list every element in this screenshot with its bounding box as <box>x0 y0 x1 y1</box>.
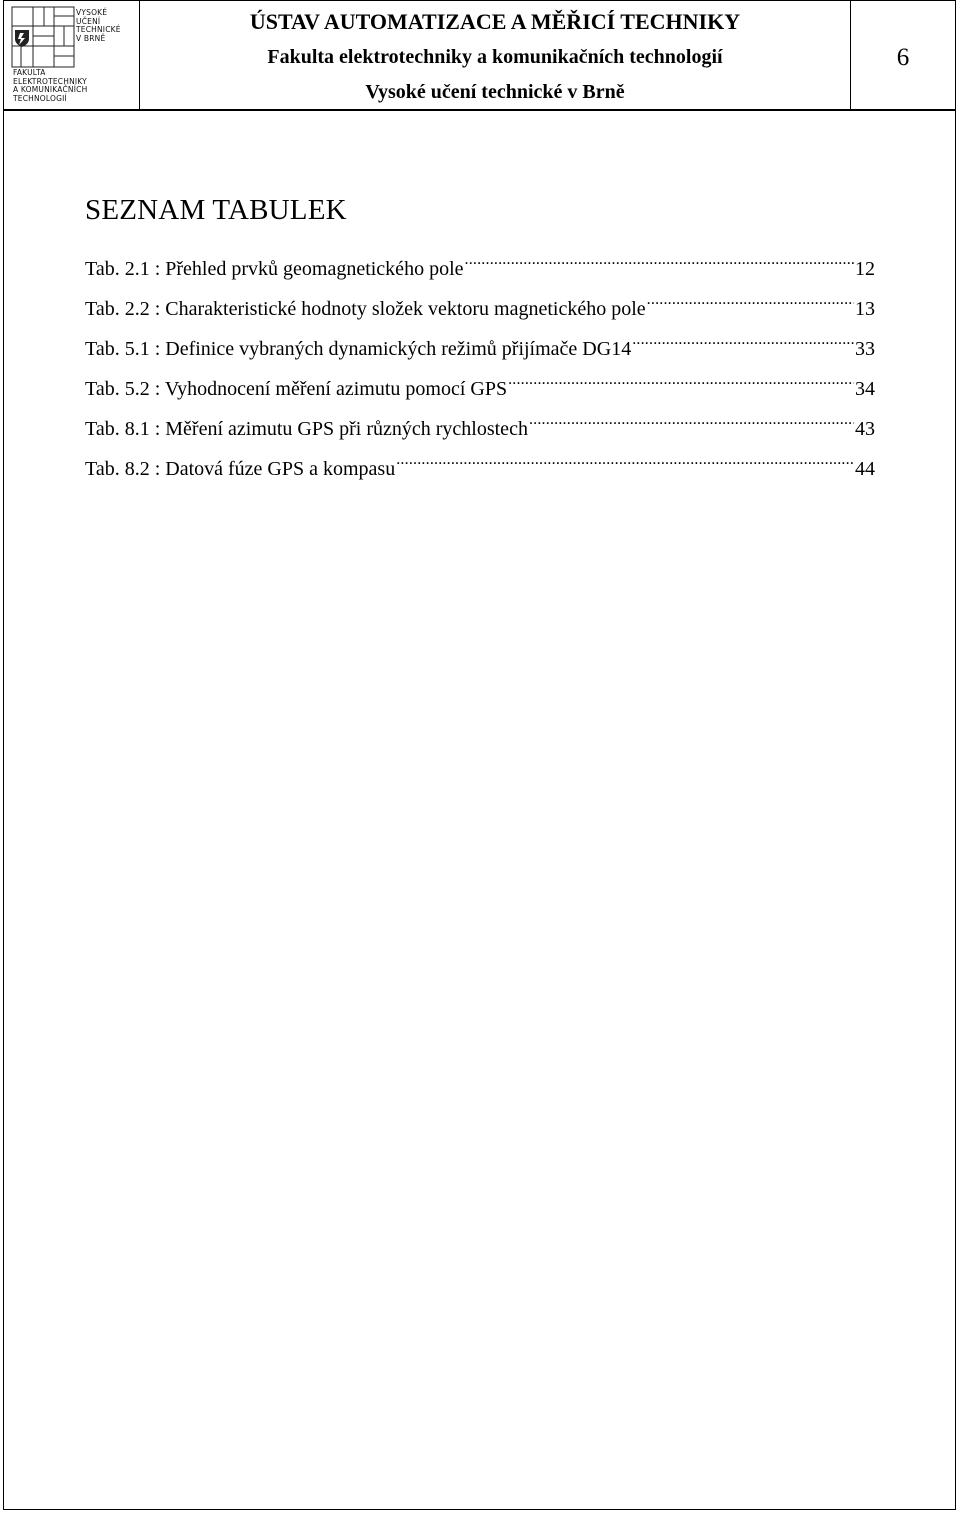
page-number-cell <box>851 0 955 109</box>
toc-entry[interactable] <box>85 325 875 365</box>
institute-name: ÚSTAV AUTOMATIZACE A MĚŘICÍ TECHNIKY <box>249 9 741 34</box>
toc-entry[interactable] <box>85 245 875 285</box>
toc-entry-page: 13 <box>855 298 875 320</box>
toc-entry[interactable] <box>85 365 875 405</box>
toc-leader-dots <box>465 245 855 275</box>
university-name: Vysoké učení technické v Brně <box>365 81 625 103</box>
logo-fekt-text: FAKULTA ELEKTROTECHNIKY A KOMUNIKAČNÍCH TECHNOLOGIÍ <box>13 68 88 103</box>
faculty-name: Fakulta elektrotechniky a komunikačních technologií <box>267 46 723 68</box>
toc-entry-page: 44 <box>855 458 875 480</box>
toc-leader-dots <box>396 445 854 475</box>
logo-vut-text: VYSOKÉ UČENÍ TECHNICKÉ V BRNĚ <box>76 8 121 43</box>
toc-leader-dots <box>529 405 854 435</box>
vut-fekt-logo-icon <box>11 6 75 68</box>
section-title: SEZNAM TABULEK <box>85 194 347 226</box>
toc-entry-label: Tab. 2.2 : Charakteristické hodnoty složek vektoru magnetického pole <box>85 298 646 320</box>
toc-leader-dots <box>632 325 854 355</box>
toc-entry-label: Tab. 8.2 : Datová fúze GPS a kompasu <box>85 458 396 480</box>
toc-entry-page: 43 <box>855 418 875 440</box>
header-title-block <box>140 0 851 109</box>
toc-entry[interactable] <box>85 445 875 485</box>
university-logo <box>3 0 140 109</box>
toc-leader-dots <box>508 365 854 395</box>
toc-entry-label: Tab. 8.1 : Měření azimutu GPS při různých rychlostech <box>85 418 528 440</box>
page-number: 6 <box>896 44 910 71</box>
page-header <box>3 0 956 111</box>
toc-entry-label: Tab. 5.2 : Vyhodnocení měření azimutu pomocí GPS <box>85 378 508 400</box>
toc-entry[interactable] <box>85 285 875 325</box>
toc-entry-label: Tab. 2.1 : Přehled prvků geomagnetického pole <box>85 258 464 280</box>
toc-entry[interactable] <box>85 405 875 445</box>
list-of-tables <box>85 245 875 485</box>
toc-entry-page: 34 <box>855 378 875 400</box>
toc-entry-page: 12 <box>855 258 875 280</box>
toc-leader-dots <box>647 285 854 315</box>
toc-entry-label: Tab. 5.1 : Definice vybraných dynamických režimů přijímače DG14 <box>85 338 632 360</box>
toc-entry-page: 33 <box>855 338 875 360</box>
